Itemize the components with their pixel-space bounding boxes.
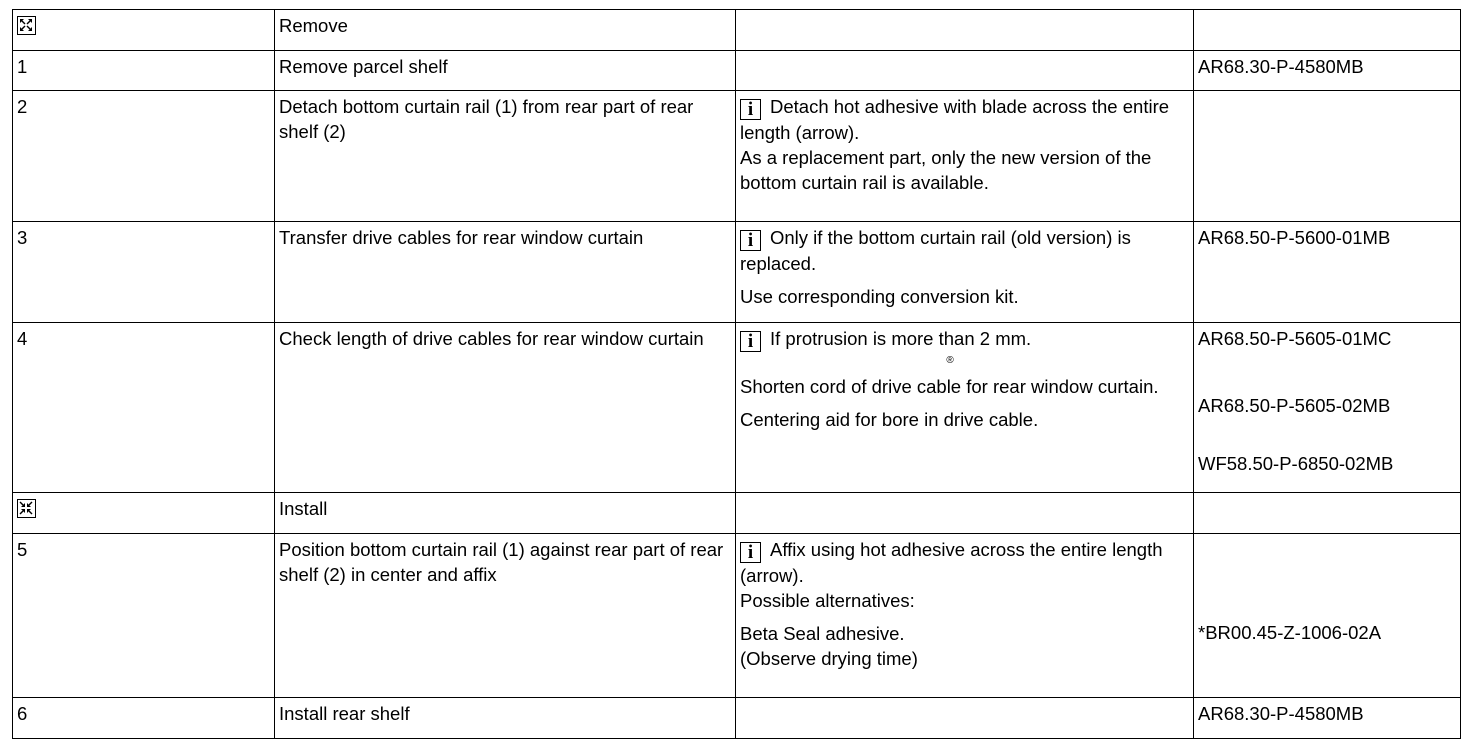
note-text: If protrusion is more than 2 mm. [770,328,1032,349]
step-number: 5 [13,534,275,698]
reference-cell [1194,10,1461,51]
note-text: As a replacement part, only the new version of the bottom curtain rail is available. [740,147,1152,193]
table-row [13,534,1461,698]
note-cell [736,698,1194,739]
note-cell [736,10,1194,51]
step-text: Position bottom curtain rail (1) against rear part of rear shelf (2) in center and affix [275,534,736,698]
note-cell [736,534,1194,698]
reference-link[interactable]: WF58.50-P-6850-02MB [1198,453,1394,474]
reference-cell [1194,323,1461,493]
note-cell [736,222,1194,323]
table-row [13,222,1461,323]
step-number: 1 [13,51,275,91]
step-number: 6 [13,698,275,739]
table-row [13,323,1461,493]
note-text: Affix using hot adhesive across the entire length (arrow). [740,539,1163,586]
cell-marker [13,493,275,534]
table-row [13,51,1461,91]
step-text: Install [275,493,736,534]
reference-link[interactable]: *BR00.45-Z-1006-02A [1198,622,1382,643]
note-text: Use corresponding conversion kit. [740,286,1019,307]
info-icon: i [740,99,761,120]
step-text: Remove [275,10,736,51]
note-text: Possible alternatives: [740,590,915,611]
step-number: 4 [13,323,275,493]
step-text: Transfer drive cables for rear window curtain [275,222,736,323]
info-icon: i [740,230,761,251]
expand-arrows-icon [17,16,36,35]
collapse-arrows-icon [17,499,36,518]
note-text: Detach hot adhesive with blade across the entire length (arrow). [740,96,1170,143]
procedure-table [12,9,1461,739]
note-text: Only if the bottom curtain rail (old version) is replaced. [740,227,1131,274]
note-text: Beta Seal adhesive. [740,623,905,644]
note-cell [736,493,1194,534]
info-icon: i [740,542,761,563]
reference-link[interactable]: AR68.50-P-5600-01MB [1194,222,1461,323]
step-number: 3 [13,222,275,323]
note-cell [736,323,1194,493]
reference-link[interactable]: AR68.50-P-5605-01MC [1198,328,1392,349]
cell-marker [13,10,275,51]
step-number: 2 [13,91,275,222]
table-row [13,91,1461,222]
reference-cell [1194,91,1461,222]
reference-cell [1194,493,1461,534]
table-row-remove [13,10,1461,51]
reference-link[interactable]: AR68.30-P-4580MB [1194,698,1461,739]
note-cell [736,91,1194,222]
reference-link[interactable]: AR68.50-P-5605-02MB [1198,395,1391,416]
info-icon: i [740,331,761,352]
reference-cell [1194,534,1461,698]
table-row [13,698,1461,739]
note-text: Shorten cord of drive cable for rear window curtain. [740,376,1159,397]
note-text: Centering aid for bore in drive cable. [740,409,1039,430]
table-row-install [13,493,1461,534]
registered-symbol: ® [946,355,954,366]
step-text: Install rear shelf [275,698,736,739]
reference-link[interactable]: AR68.30-P-4580MB [1194,51,1461,91]
step-text: Detach bottom curtain rail (1) from rear part of rear shelf (2) [275,91,736,222]
note-cell [736,51,1194,91]
step-text: Remove parcel shelf [275,51,736,91]
note-text: (Observe drying time) [740,648,918,669]
step-text: Check length of drive cables for rear window curtain [275,323,736,493]
